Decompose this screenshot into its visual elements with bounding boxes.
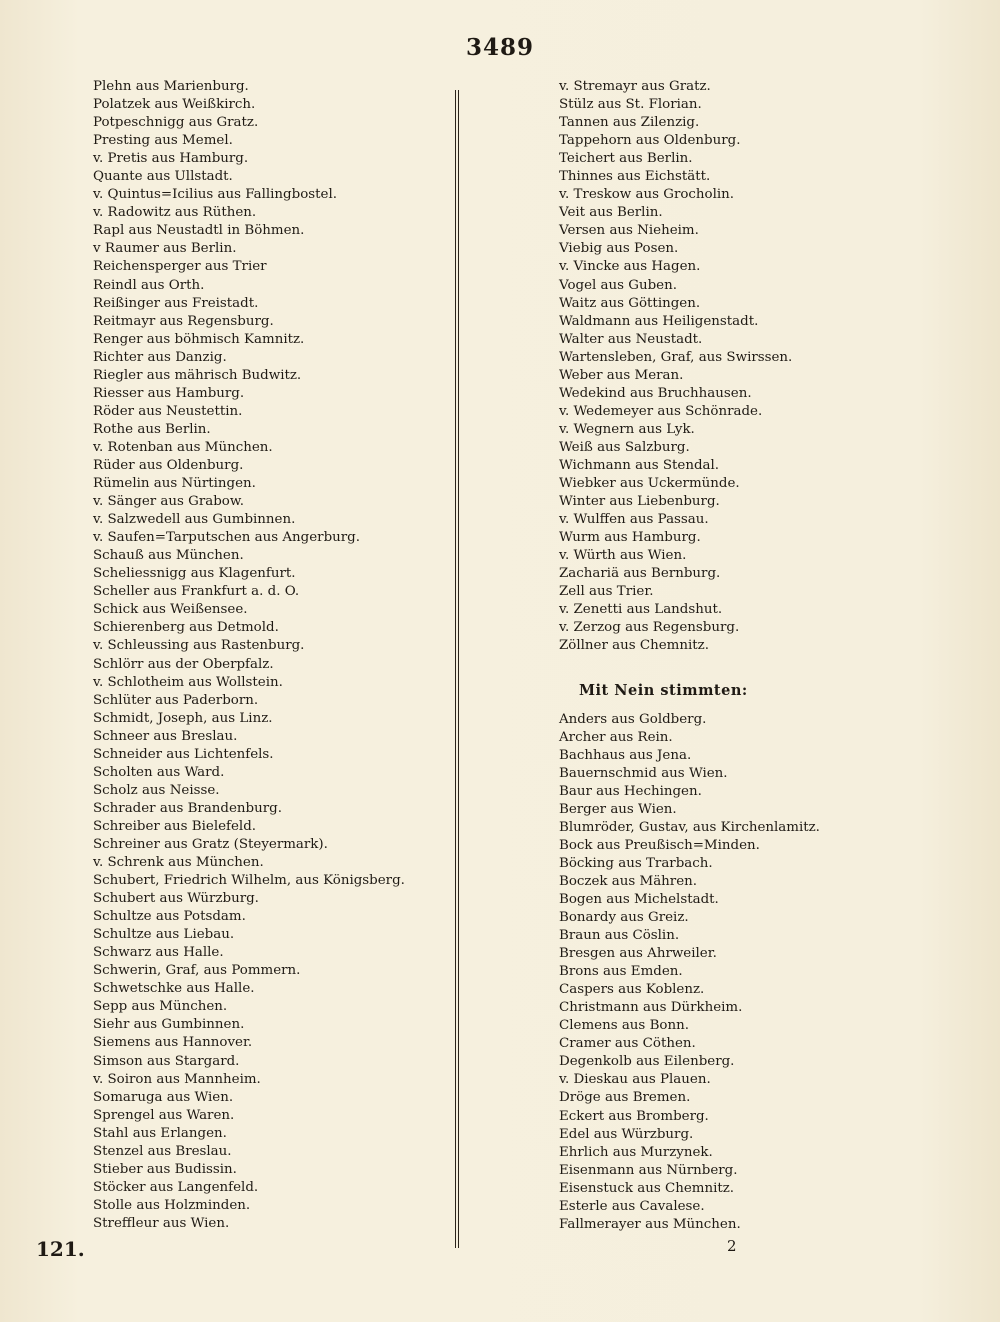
list-entry: Scheller aus Frankfurt a. d. O.: [93, 584, 300, 600]
list-entry: Weiß aus Salzburg.: [559, 439, 690, 455]
list-entry: Winter aus Liebenburg.: [559, 494, 720, 510]
list-entry: Plehn aus Marienburg.: [93, 79, 249, 94]
list-entry: Wartensleben, Graf, aus Swirssen.: [559, 349, 793, 365]
list-entry: Schwerin, Graf, aus Pommern.: [93, 963, 301, 979]
list-entry: v. Rotenban aus München.: [93, 439, 273, 455]
list-entry: Archer aus Rein.: [559, 729, 673, 745]
list-entry: Scheliessnigg aus Klagenfurt.: [93, 566, 296, 582]
list-entry: v. Soiron aus Mannheim.: [93, 1071, 261, 1087]
list-entry: Rüder aus Oldenburg.: [93, 457, 244, 473]
list-entry: Richter aus Danzig.: [93, 349, 227, 365]
list-entry: Sprengel aus Waren.: [93, 1107, 235, 1123]
list-entry: Wiebker aus Uckermünde.: [559, 476, 740, 492]
list-entry: Baur aus Hechingen.: [559, 783, 702, 799]
list-entry: Schneider aus Lichtenfels.: [93, 746, 274, 762]
list-entry: Scholz aus Neisse.: [93, 782, 220, 798]
list-entry: Degenkolb aus Eilenberg.: [559, 1054, 735, 1070]
list-entry: Böcking aus Trarbach.: [559, 855, 713, 871]
right-column-yes-list: [559, 78, 979, 656]
list-entry: Schrader aus Brandenburg.: [93, 800, 282, 816]
list-entry: Brons aus Emden.: [559, 964, 683, 980]
list-entry: Schlüter aus Paderborn.: [93, 692, 259, 708]
list-entry: Schwetschke aus Halle.: [93, 981, 255, 997]
list-entry: v. Radowitz aus Rüthen.: [93, 205, 257, 221]
list-entry: Eckert aus Bromberg.: [559, 1108, 709, 1124]
list-entry: Bachhaus aus Jena.: [559, 747, 692, 763]
list-entry: v. Zenetti aus Landshut.: [559, 602, 723, 618]
list-entry: v. Treskow aus Grocholin.: [559, 187, 735, 203]
list-entry: Cramer aus Cöthen.: [559, 1036, 696, 1052]
list-entry: Dröge aus Bremen.: [559, 1090, 691, 1106]
list-entry: Zell aus Trier.: [559, 584, 654, 600]
list-entry: Simson aus Stargard.: [93, 1053, 240, 1069]
list-entry: Blumröder, Gustav, aus Kirchenlamitz.: [559, 819, 820, 835]
list-entry: Rapl aus Neustadtl in Böhmen.: [93, 223, 305, 239]
list-entry: v. Schlotheim aus Wollstein.: [93, 674, 283, 690]
list-entry: Schneer aus Breslau.: [93, 728, 238, 744]
list-entry: Schwarz aus Halle.: [93, 945, 224, 961]
list-entry: Schubert, Friedrich Wilhelm, aus Königsberg.: [93, 873, 405, 889]
sheet-number: 121.: [36, 1237, 85, 1261]
signature-mark: 2: [727, 1237, 737, 1255]
list-entry: Teichert aus Berlin.: [559, 151, 693, 167]
list-entry: Schultze aus Liebau.: [93, 927, 235, 943]
list-entry: v. Saufen=Tarputschen aus Angerburg.: [93, 530, 361, 546]
list-entry: v. Wedemeyer aus Schönrade.: [559, 403, 763, 419]
list-entry: Wurm aus Hamburg.: [559, 530, 701, 546]
list-entry: Polatzek aus Weißkirch.: [93, 97, 256, 113]
list-entry: Ehrlich aus Murzynek.: [559, 1144, 713, 1160]
list-entry: Schubert aus Würzburg.: [93, 891, 259, 907]
list-entry: Thinnes aus Eichstätt.: [559, 169, 711, 185]
list-entry: Schreiner aus Gratz (Steyermark).: [93, 836, 328, 852]
list-entry: Riegler aus mährisch Budwitz.: [93, 367, 302, 383]
list-entry: Streffleur aus Wien.: [93, 1215, 230, 1231]
list-entry: Weber aus Meran.: [559, 367, 684, 383]
right-column: [559, 78, 979, 1234]
list-entry: Caspers aus Koblenz.: [559, 982, 705, 998]
list-entry: Versen aus Nieheim.: [559, 223, 699, 239]
list-entry: Clemens aus Bonn.: [559, 1018, 689, 1034]
list-entry: Scholten aus Ward.: [93, 764, 225, 780]
list-entry: Zöllner aus Chemnitz.: [559, 638, 709, 654]
page-number: 3489: [465, 34, 534, 61]
list-entry: Siehr aus Gumbinnen.: [93, 1017, 245, 1033]
list-entry: v. Würth aus Wien.: [559, 548, 687, 564]
list-entry: Renger aus böhmisch Kamnitz.: [93, 331, 305, 347]
list-entry: Veit aus Berlin.: [559, 205, 663, 221]
list-entry: Schierenberg aus Detmold.: [93, 620, 279, 636]
list-entry: Zachariä aus Bernburg.: [559, 566, 721, 582]
list-entry: Stöcker aus Langenfeld.: [93, 1179, 259, 1195]
list-entry: Esterle aus Cavalese.: [559, 1198, 705, 1214]
list-entry: Braun aus Cöslin.: [559, 928, 680, 944]
list-entry: Bresgen aus Ahrweiler.: [559, 946, 717, 962]
list-entry: v. Dieskau aus Plauen.: [559, 1072, 711, 1088]
column-divider: [455, 90, 459, 1248]
list-entry: Schultze aus Potsdam.: [93, 909, 246, 925]
list-entry: Quante aus Ullstadt.: [93, 169, 233, 185]
list-entry: Stieber aus Budissin.: [93, 1161, 237, 1177]
list-entry: Vogel aus Guben.: [559, 277, 677, 293]
list-entry: Somaruga aus Wien.: [93, 1089, 234, 1105]
list-entry: Wichmann aus Stendal.: [559, 457, 720, 473]
list-entry: Siemens aus Hannover.: [93, 1035, 253, 1051]
list-entry: v. Wegnern aus Lyk.: [559, 421, 695, 437]
list-entry: Schick aus Weißensee.: [93, 602, 248, 618]
list-entry: Eisenmann aus Nürnberg.: [559, 1162, 738, 1178]
list-entry: Bauernschmid aus Wien.: [559, 765, 728, 781]
list-entry: Tannen aus Zilenzig.: [559, 115, 700, 131]
list-entry: Wedekind aus Bruchhausen.: [559, 385, 752, 401]
list-entry: Waitz aus Göttingen.: [559, 295, 701, 311]
list-entry: Schlörr aus der Oberpfalz.: [93, 656, 274, 672]
left-column: [93, 78, 458, 1233]
list-entry: Stülz aus St. Florian.: [559, 97, 702, 113]
list-entry: Schreiber aus Bielefeld.: [93, 818, 257, 834]
list-entry: v. Zerzog aus Regensburg.: [559, 620, 740, 636]
list-entry: Riesser aus Hamburg.: [93, 385, 245, 401]
section-heading-nein: Mit Nein stimmten:: [579, 681, 748, 699]
list-entry: Anders aus Goldberg.: [559, 711, 707, 727]
list-entry: v. Salzwedell aus Gumbinnen.: [93, 512, 296, 528]
list-entry: Sepp aus München.: [93, 999, 228, 1015]
list-entry: Fallmerayer aus München.: [559, 1216, 741, 1232]
list-entry: Reindl aus Orth.: [93, 277, 205, 293]
list-entry: Walter aus Neustadt.: [559, 331, 703, 347]
list-entry: Schmidt, Joseph, aus Linz.: [93, 710, 273, 726]
list-entry: Rümelin aus Nürtingen.: [93, 476, 256, 492]
list-entry: Reitmayr aus Regensburg.: [93, 313, 274, 329]
list-entry: v. Vincke aus Hagen.: [559, 259, 701, 275]
list-entry: v. Schleussing aus Rastenburg.: [93, 638, 305, 654]
list-entry: Rothe aus Berlin.: [93, 421, 211, 437]
list-entry: Bonardy aus Greiz.: [559, 910, 689, 926]
list-entry: v. Pretis aus Hamburg.: [93, 151, 249, 167]
list-entry: Viebig aus Posen.: [559, 241, 679, 257]
list-entry: v. Stremayr aus Gratz.: [559, 79, 711, 94]
list-entry: Tappehorn aus Oldenburg.: [559, 133, 741, 149]
list-entry: Waldmann aus Heiligenstadt.: [559, 313, 759, 329]
list-entry: Röder aus Neustettin.: [93, 403, 243, 419]
list-entry: v. Quintus=Icilius aus Fallingbostel.: [93, 187, 337, 203]
list-entry: Stolle aus Holzminden.: [93, 1197, 251, 1213]
list-entry: Eisenstuck aus Chemnitz.: [559, 1180, 735, 1196]
list-entry: Reißinger aus Freistadt.: [93, 295, 259, 311]
list-entry: v. Wulffen aus Passau.: [559, 512, 709, 528]
list-entry: Bock aus Preußisch=Minden.: [559, 837, 760, 853]
list-entry: Reichensperger aus Trier: [93, 259, 267, 275]
list-entry: Bogen aus Michelstadt.: [559, 891, 719, 907]
list-entry: Schauß aus München.: [93, 548, 244, 564]
list-entry: Boczek aus Mähren.: [559, 873, 698, 889]
list-entry: v. Sänger aus Grabow.: [93, 494, 245, 510]
list-entry: Stahl aus Erlangen.: [93, 1125, 227, 1141]
list-entry: Edel aus Würzburg.: [559, 1126, 694, 1142]
list-entry: Stenzel aus Breslau.: [93, 1143, 232, 1159]
list-entry: v Raumer aus Berlin.: [93, 241, 237, 257]
list-entry: Christmann aus Dürkheim.: [559, 1000, 743, 1016]
list-entry: Potpeschnigg aus Gratz.: [93, 115, 259, 131]
list-entry: v. Schrenk aus München.: [93, 855, 264, 871]
list-entry: Berger aus Wien.: [559, 801, 677, 817]
right-column-no-list: [559, 711, 979, 1234]
list-entry: Presting aus Memel.: [93, 133, 233, 149]
